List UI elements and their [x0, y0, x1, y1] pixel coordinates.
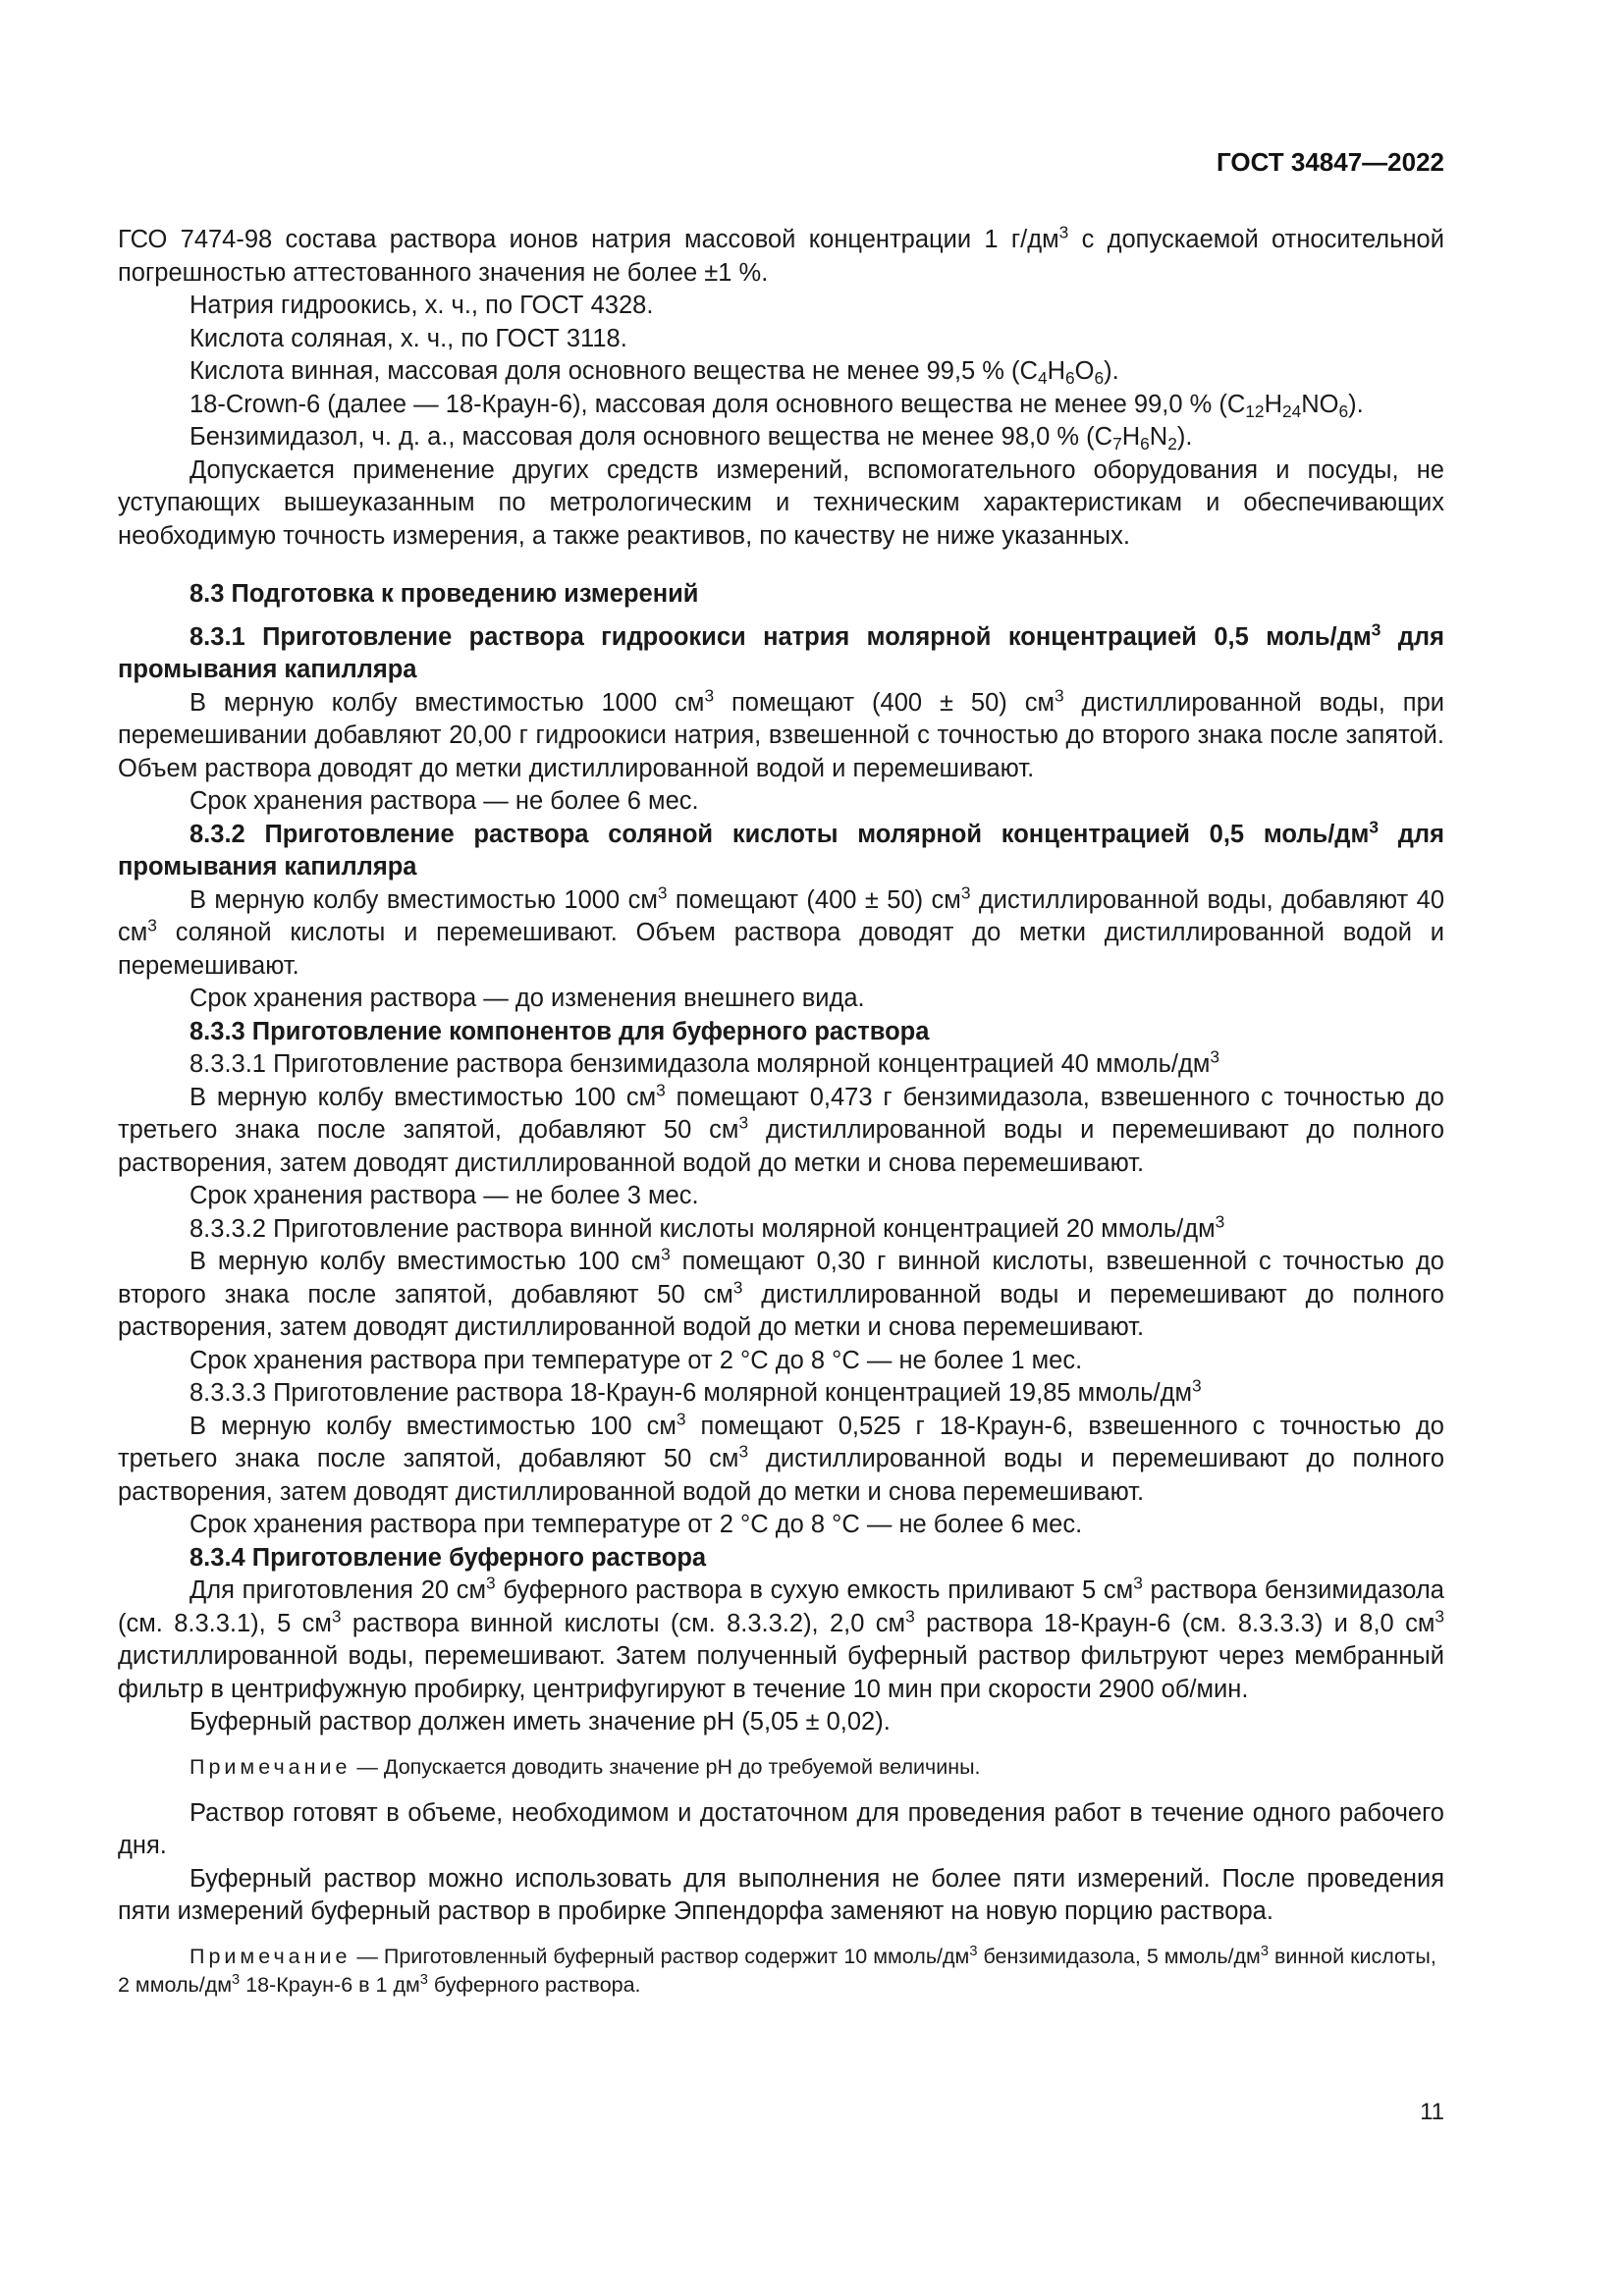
section-heading-8-3-2: 8.3.2 Приготовление раствора соляной кислоты молярной концентрацией 0,5 моль/$дм^3$ для промывания капилляра: [118, 816, 1444, 881]
page-number: 11: [1420, 2099, 1444, 2125]
paragraph-8-3-2-procedure: В мерную колбу вместимостью 1000 $см^3$ помещают (400 ± 50) $см^3$ дистиллированной воды, добавляют 40 $см^3$ соляной кислоты и перемешивают. Объем раствора доводят до метки дистиллированной водой и перемешивают.: [118, 881, 1444, 980]
paragraph-8-3-3-1-storage: Срок хранения раствора — не более 3 мес.: [189, 1182, 699, 1209]
subsection-heading-8-3-3-3: 8.3.3.3 Приготовление раствора 18-Краун-6 молярной концентрацией 19,85 ммоль/$дм^3$: [189, 1375, 1202, 1407]
paragraph-8-3-3-2-storage: Срок хранения раствора при температуре от 2 °C до 8 °C — не более 1 мес.: [189, 1346, 1083, 1374]
paragraph-8-3-3-2-procedure: В мерную колбу вместимостью 100 $см^3$ помещают 0,30 г винной кислоты, взвешенной с точностью до второго знака после запятой, добавляют 50 $см^3$ дистиллированной воды и перемешивают до полного растворения, затем доводят дистиллированной водой до метки и снова перемешивают.: [118, 1244, 1444, 1341]
paragraph-8-3-1-procedure: В мерную колбу вместимостью 1000 $см^3$ помещают (400 ± 50) $см^3$ дистиллированной воды, при перемешивании добавляют 20,00 г гидроокиси натрия, взвешенной с точностью до второго знака после запятой. Объем раствора доводят до метки дистиллированной водой и перемешивают.: [118, 684, 1445, 782]
document-body: [118, 224, 1444, 2000]
paragraph-8-3-4-ph: Буферный раствор должен иметь значение pH (5,05 ± 0,02).: [189, 1708, 891, 1735]
paragraph-benzimidazole: Бензимидазол, ч. д. а., массовая доля основного вещества не менее 98,0 % $(C_7H_6N_2)$.: [189, 423, 1193, 454]
note-composition: Примечание — Приготовленный буферный раствор содержит 10 ммоль/$дм^3$ бензимидазола, 5 ммоль/$дм^3$ винной кислоты, 2 ммоль/$дм^3$ 18-Краун-6 в 1 $дм^3$ буферного раствора.: [118, 1943, 1436, 1997]
note-label: Примечание: [189, 1944, 352, 1968]
paragraph-gso: ГСО 7474-98 состава раствора ионов натрия массовой концентрации 1 $г/дм^3$ с допускаемой относительной погрешностью аттестованного значения не более ±1 %.: [118, 222, 1444, 287]
document-header: ГОСТ 34847—2022: [1217, 147, 1444, 177]
paragraph-8-3-3-3-storage: Срок хранения раствора при температуре от 2 °C до 8 °C — не более 6 мес.: [189, 1511, 1083, 1538]
note-label: Примечание: [189, 1754, 352, 1779]
paragraph-8-3-2-storage: Срок хранения раствора — до изменения внешнего вида.: [189, 985, 865, 1012]
paragraph-hydrochloric-acid: Кислота соляная, х. ч., по ГОСТ 3118.: [189, 324, 627, 352]
section-heading-8-3: 8.3 Подготовка к проведению измерений: [189, 580, 699, 608]
section-heading-8-3-4: 8.3.4 Приготовление буферного раствора: [189, 1543, 707, 1572]
paragraph-8-3-3-1-procedure: В мерную колбу вместимостью 100 $см^3$ помещают 0,473 г бензимидазола, взвешенного с точностью до третьего знака после запятой, добавляют 50 $см^3$ дистиллированной воды и перемешивают до полного растворения, затем доводят дистиллированной водой до метки и снова перемешивают.: [118, 1079, 1444, 1177]
paragraph-crown: 18-Crown-6 (далее — 18-Краун-6), массовая доля основного вещества не менее 99,0 % $(C_{12}H_{24}NO_6)$.: [189, 390, 1364, 421]
paragraph-8-3-3-3-procedure: В мерную колбу вместимостью 100 $см^3$ помещают 0,525 г 18-Краун-6, взвешенного с точностью до третьего знака после запятой, добавляют 50 $см^3$ дистиллированной воды и перемешивают до полного растворения, затем доводят дистиллированной водой до метки и снова перемешивают.: [118, 1408, 1444, 1506]
paragraph-tartaric-acid: Кислота винная, массовая доля основного вещества не менее 99,5 % $(C_4H_6O_6)$.: [189, 357, 1119, 389]
paragraph-8-3-4-usage: Буферный раствор можно использовать для выполнения не более пяти измерений. После проведения пяти измерений буферный раствор в пробирке Эппендорфа заменяют на новую порцию раствора.: [118, 1864, 1444, 1925]
paragraph-alternatives: Допускается применение других средств измерений, вспомогательного оборудования и посуды, не уступающих вышеуказанным по метрологическим и техническим характеристикам и обеспечивающих необходимую точность измерения, а также реактивов, по качеству не ниже указанных.: [118, 455, 1444, 550]
paragraph-8-3-4-volume: Раствор готовят в объеме, необходимом и достаточном для проведения работ в течение одного рабочего дня.: [118, 1798, 1444, 1859]
paragraph-sodium-hydroxide: Натрия гидроокись, х. ч., по ГОСТ 4328.: [189, 292, 654, 319]
paragraph-8-3-1-storage: Срок хранения раствора — не более 6 мес.: [189, 787, 699, 815]
subsection-heading-8-3-3-2: 8.3.3.2 Приготовление раствора винной кислоты молярной концентрацией 20 ммоль/$дм^3$: [189, 1210, 1225, 1243]
paragraph-8-3-4-procedure: Для приготовления 20 $см^3$ буферного раствора в сухую емкость приливают 5 $см^3$ раствора бензимидазола (см. 8.3.3.1), 5 $см^3$ раствора винной кислоты (см. 8.3.3.2), 2,0 $см^3$ раствора 18-Краун-6 (см. 8.3.3.3) и 8,0 $см^3$ дистиллированной воды, перемешивают. Затем полученный буферный раствор фильтруют через мембранный фильтр в центрифужную пробирку, центрифугируют в течение 10 мин при скорости 2900 об/мин.: [118, 1573, 1444, 1703]
section-heading-8-3-1: 8.3.1 Приготовление раствора гидроокиси натрия молярной концентрацией 0,5 моль/$дм^3$ для промывания капилляра: [118, 618, 1445, 683]
subsection-heading-8-3-3-1: 8.3.3.1 Приготовление раствора бензимидазола молярной концентрацией 40 ммоль/$дм^3$: [189, 1046, 1220, 1078]
note-ph: Примечание — Допускается доводить значение pH до требуемой величины.: [189, 1754, 981, 1779]
section-heading-8-3-3: 8.3.3 Приготовление компонентов для буферного раствора: [189, 1017, 930, 1045]
